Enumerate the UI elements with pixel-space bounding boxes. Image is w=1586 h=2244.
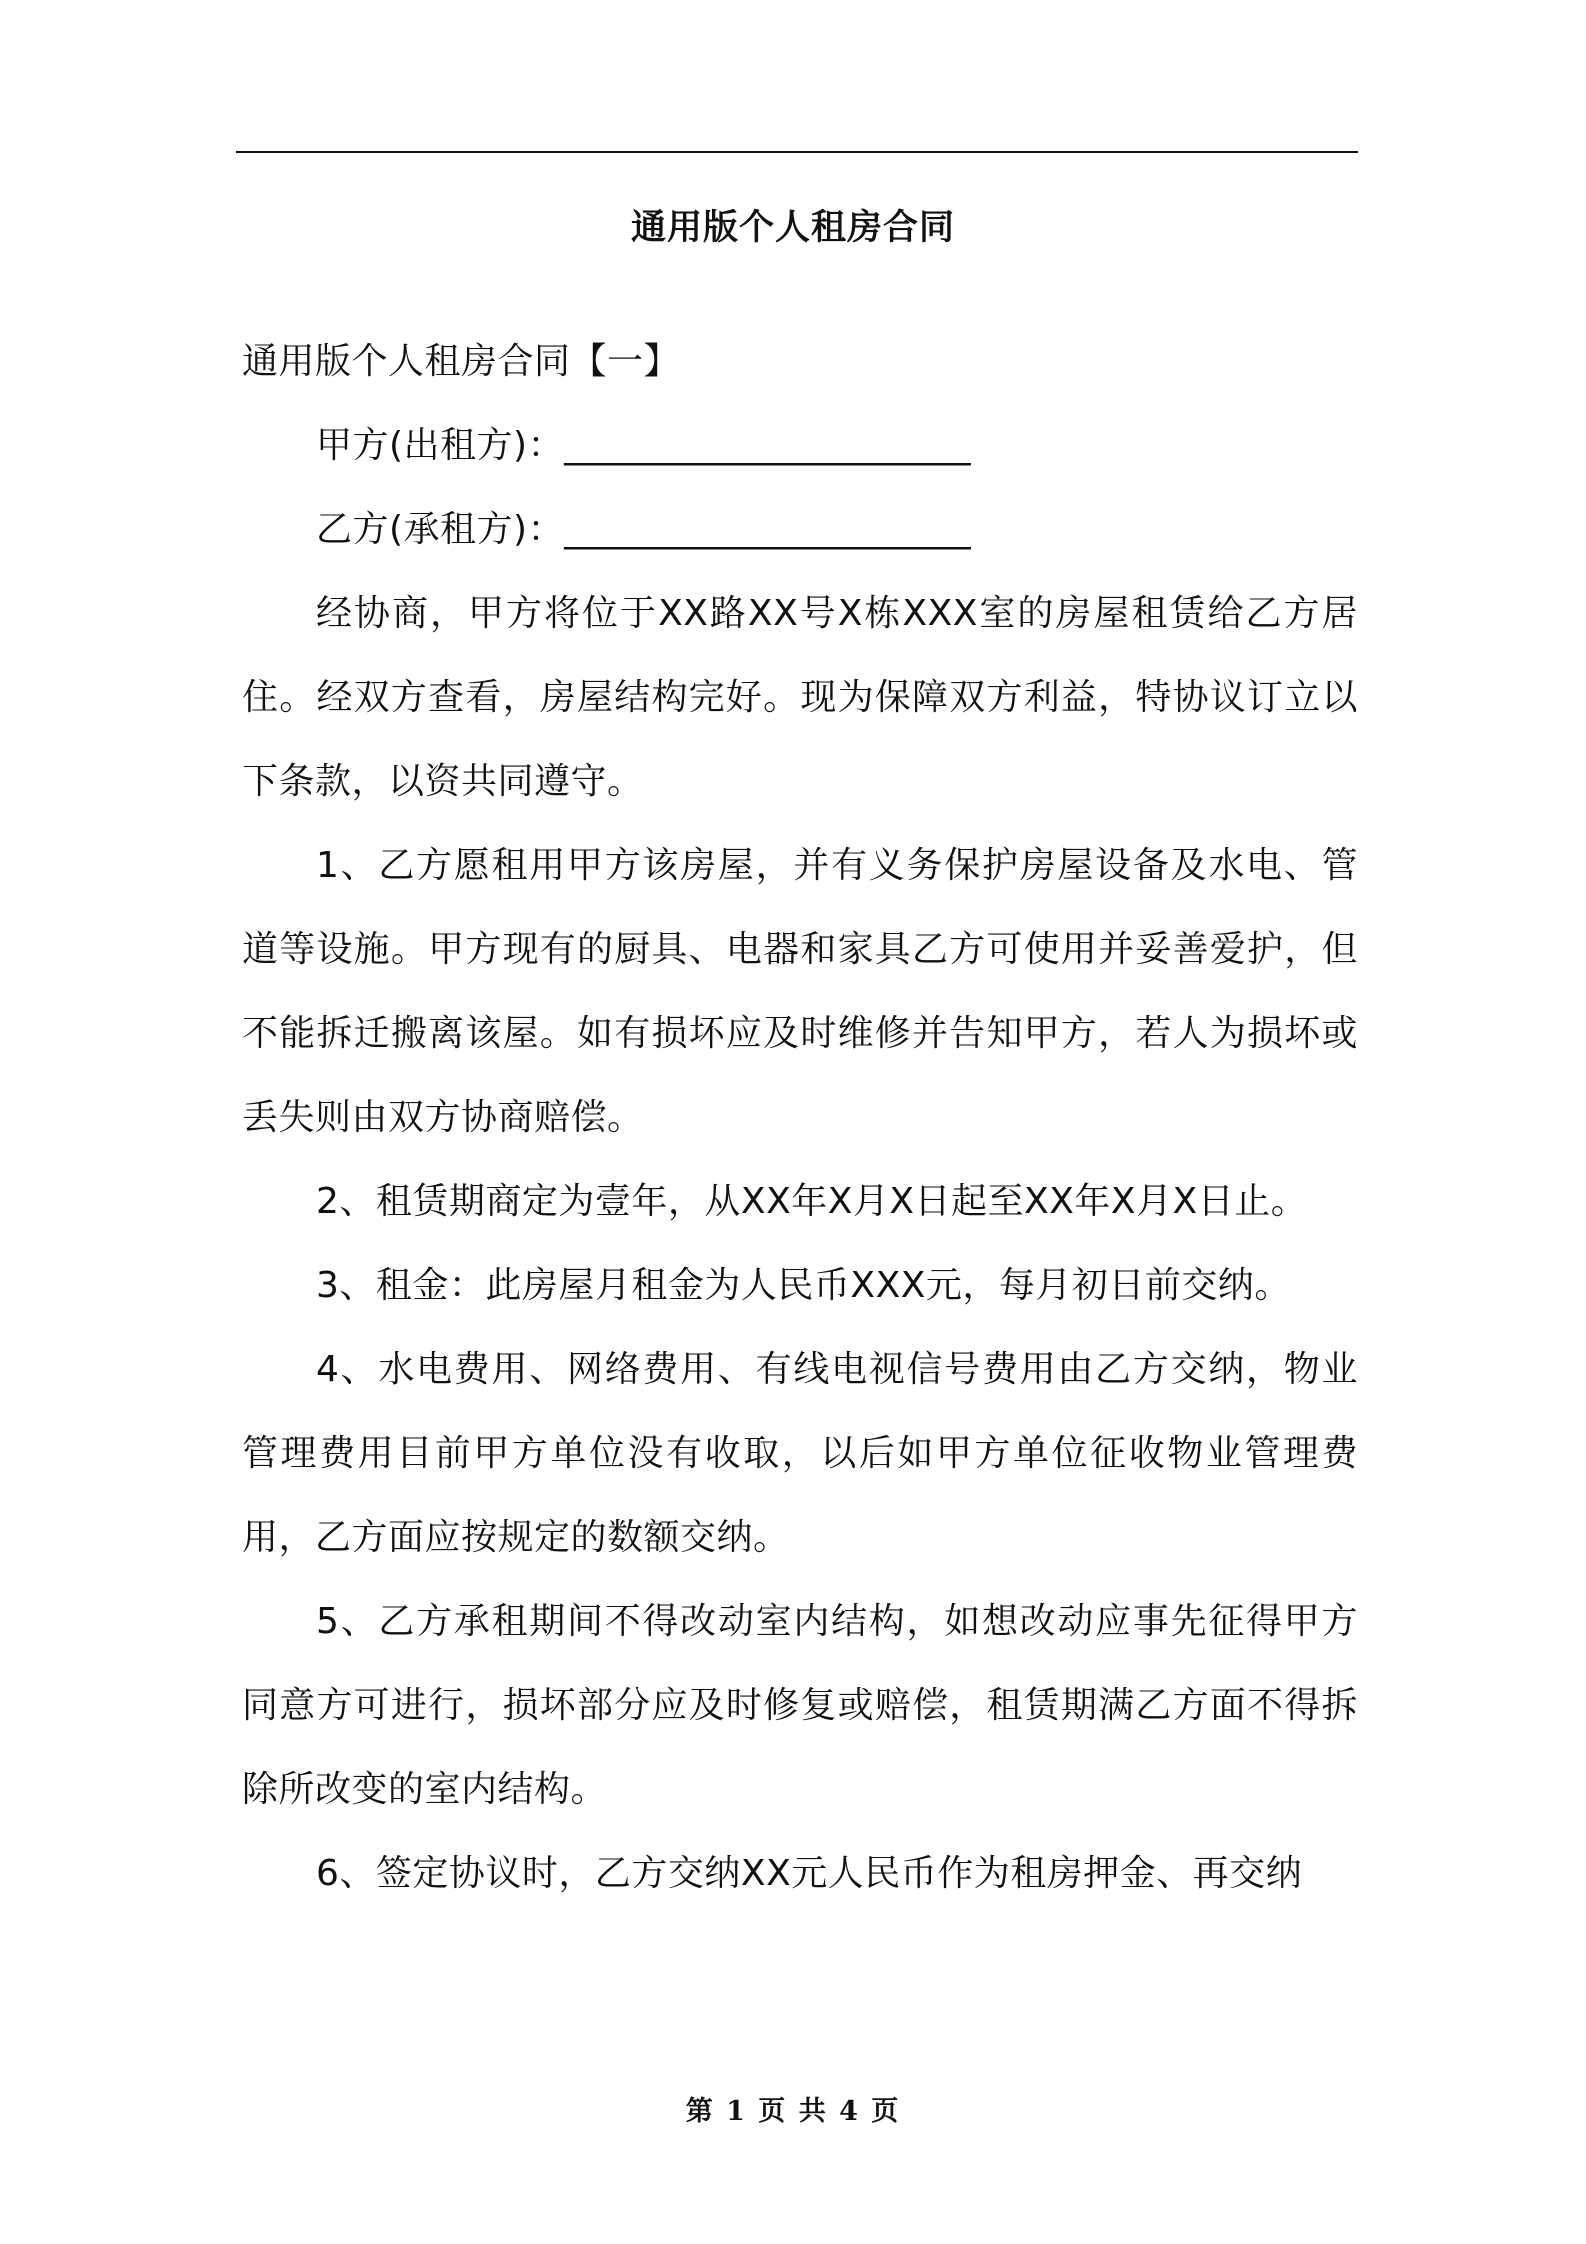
clause-paragraph: 5、乙方承租期间不得改动室内结构，如想改动应事先征得甲方同意方可进行，损坏部分应及时修复或赔偿，租赁期满乙方面不得拆除所改变的室内结构。 <box>242 1601 1358 1810</box>
document-body <box>242 320 1358 1916</box>
clause-paragraph: 1、乙方愿租用甲方该房屋，并有义务保护房屋设备及水电、管道等设施。甲方现有的厨具、电器和家具乙方可使用并妥善爱护，但不能拆迁搬离该屋。如有损坏应及时维修并告知甲方，若人为损坏或丢失则由双方协商赔偿。 <box>242 845 1358 1138</box>
header-rule <box>236 151 1358 153</box>
party-b-line: 乙方(承租方)：______________________ <box>316 509 972 550</box>
page-number-footer: 第 1 页 共 4 页 <box>685 2096 901 2127</box>
clause-paragraph: 2、租赁期商定为壹年，从XX年X月X日起至XX年X月X日止。 <box>316 1181 1308 1222</box>
section-heading: 通用版个人租房合同【一】 <box>242 341 681 382</box>
clause-paragraph: 6、签定协议时，乙方交纳XX元人民币作为租房押金、再交纳 <box>316 1853 1303 1894</box>
intro-paragraph: 经协商，甲方将位于XX路XX号X栋XXX室的房屋租赁给乙方居住。经双方查看，房屋结构完好。现为保障双方利益，特协议订立以下条款，以资共同遵守。 <box>242 593 1358 802</box>
clause-paragraph: 4、水电费用、网络费用、有线电视信号费用由乙方交纳，物业管理费用目前甲方单位没有收取，以后如甲方单位征收物业管理费用，乙方面应按规定的数额交纳。 <box>242 1349 1358 1558</box>
clause-paragraph: 3、租金：此房屋月租金为人民币XXX元，每月初日前交纳。 <box>316 1265 1291 1306</box>
page-title: 通用版个人租房合同 <box>630 208 955 248</box>
party-a-line: 甲方(出租方)：______________________ <box>316 425 972 466</box>
